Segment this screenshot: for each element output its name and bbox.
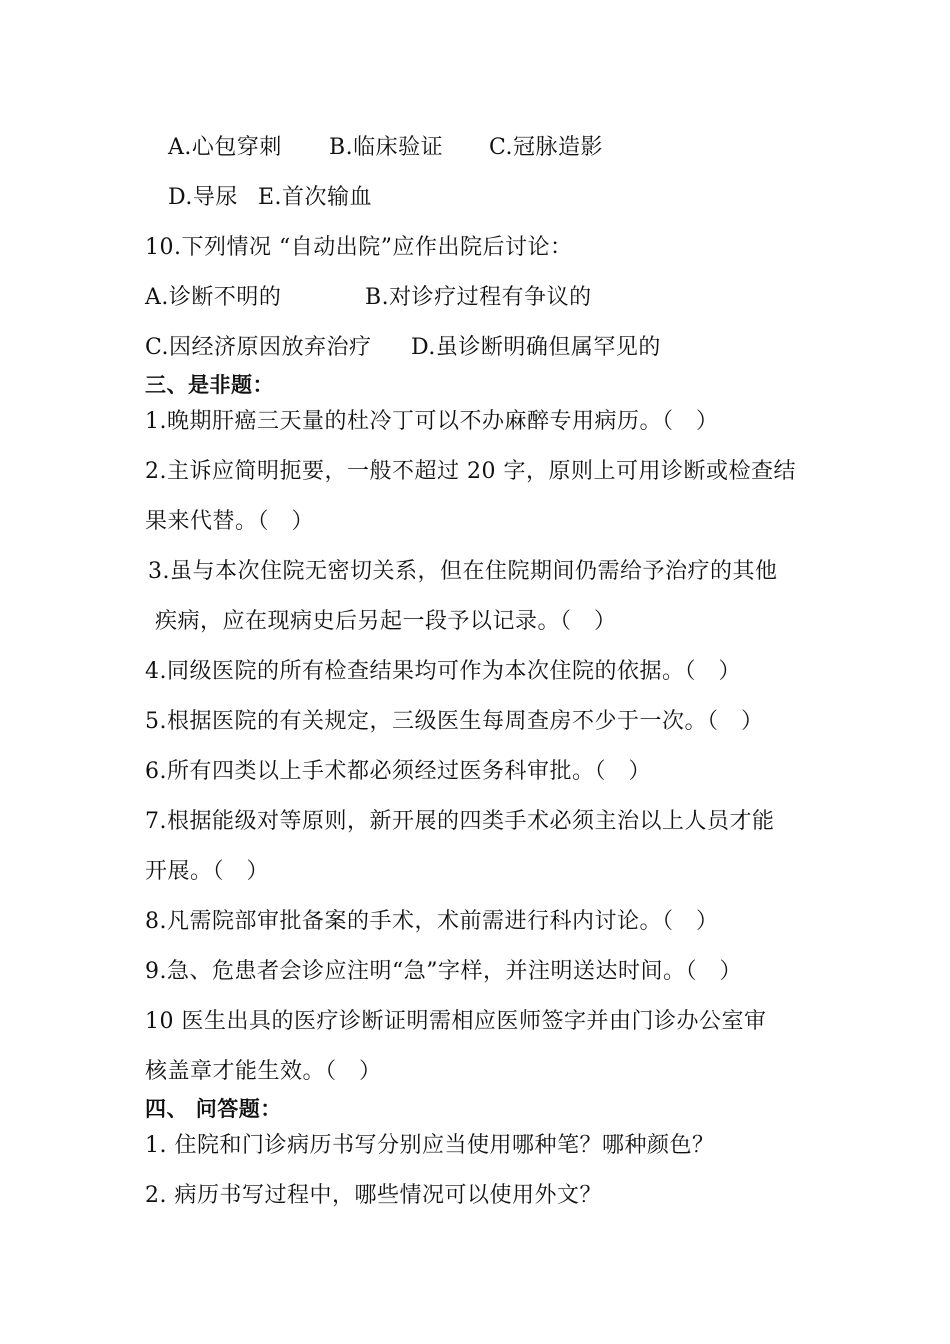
q10-option-d: D.虽诊断明确但属罕见的	[411, 335, 661, 360]
qa-question-1: 1. 住院和门诊病历书写分别应当使用哪种笔？哪种颜色？	[145, 1133, 715, 1158]
q9-option-c: C.冠脉造影	[489, 135, 604, 160]
tf-question-3-line-2: 疾病，应在现病史后另起一段予以记录。（ ）	[155, 609, 617, 634]
q10-stem: 10.下列情况 “自动出院”应作出院后讨论：	[145, 235, 573, 260]
tf-question-10-line-1: 10 医生出具的医疗诊断证明需相应医师签字并由门诊办公室审	[145, 1009, 767, 1034]
q9-option-e: E.首次输血	[258, 185, 373, 210]
section-4-heading: 四、 问答题：	[145, 1097, 282, 1121]
q10-option-a: A.诊断不明的	[145, 285, 282, 310]
section-3-heading: 三、是非题：	[145, 373, 274, 397]
q9-option-d: D.导尿	[168, 185, 238, 210]
tf-question-5: 5.根据医院的有关规定，三级医生每周查房不少于一次。（ ）	[145, 709, 764, 734]
tf-question-2-line-1: 2.主诉应简明扼要，一般不超过 20 字，原则上可用诊断或检查结	[145, 459, 796, 484]
q9-options-row-2	[168, 183, 238, 213]
tf-question-8: 8.凡需院部审批备案的手术，术前需进行科内讨论。（ ）	[145, 909, 719, 934]
q9-options-row-1b	[329, 133, 443, 163]
tf-question-7-line-1: 7.根据能级对等原则，新开展的四类手术必须主治以上人员才能	[145, 809, 775, 834]
tf-question-1: 1.晚期肝癌三天量的杜冷丁可以不办麻醉专用病历。（ ）	[145, 409, 719, 434]
tf-question-10-line-2: 核盖章才能生效。（ ）	[145, 1059, 382, 1084]
tf-question-7-line-2: 开展。（ ）	[145, 859, 270, 884]
qa-question-2: 2. 病历书写过程中，哪些情况可以使用外文？	[145, 1183, 602, 1208]
tf-question-9: 9.急、危患者会诊应注明“急”字样，并注明送达时间。（ ）	[145, 959, 742, 984]
q10-option-c: C.因经济原因放弃治疗	[145, 335, 372, 360]
q10-option-b: B.对诊疗过程有争议的	[365, 285, 592, 310]
q9-option-b: B.临床验证	[329, 135, 444, 160]
q9-options-row-1	[168, 133, 282, 163]
q9-options-row-2b	[258, 183, 372, 213]
tf-question-3-line-1: 3.虽与本次住院无密切关系，但在住院期间仍需给予治疗的其他	[148, 559, 778, 584]
tf-question-2-line-2: 果来代替。（ ）	[145, 509, 315, 534]
q9-option-a: A.心包穿刺	[168, 135, 282, 160]
tf-question-6: 6.所有四类以上手术都必须经过医务科审批。（ ）	[145, 759, 651, 784]
tf-question-4: 4.同级医院的所有检查结果均可作为本次住院的依据。（ ）	[145, 659, 741, 684]
q9-options-row-1c	[489, 133, 603, 163]
